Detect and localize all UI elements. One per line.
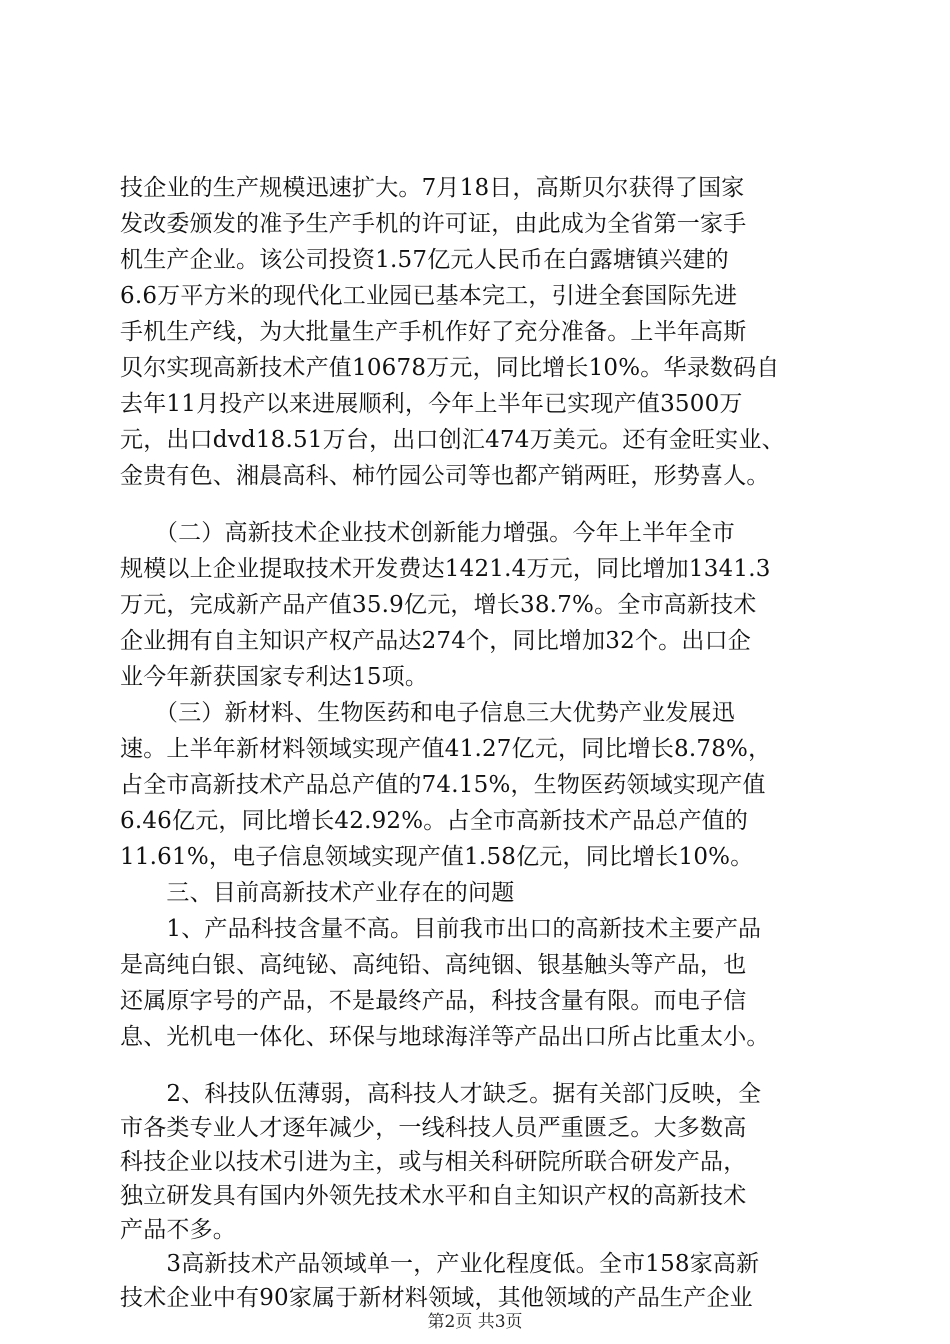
- text-line: 2、科技队伍薄弱，高科技人才缺乏。据有关部门反映，全: [120, 1081, 762, 1107]
- text-line: 市各类专业人才逐年减少，一线科技人员严重匮乏。大多数高: [120, 1115, 747, 1141]
- text-line: 手机生产线，为大批量生产手机作好了充分准备。上半年高斯: [120, 319, 747, 345]
- text-line: 元，出口dvd18.51万台，出口创汇474万美元。还有金旺实业、: [120, 427, 785, 453]
- text-line: 去年11月投产以来进展顺利，今年上半年已实现产值3500万: [120, 391, 743, 417]
- text-line: 还属原字号的产品，不是最终产品，科技含量有限。而电子信: [120, 988, 747, 1014]
- text-line: 科技企业以技术引进为主，或与相关科研院所联合研发产品，: [120, 1149, 747, 1175]
- text-line: 6.6万平方米的现代化工业园已基本完工，引进全套国际先进: [120, 283, 738, 309]
- text-line: 是高纯白银、高纯铋、高纯铅、高纯铟、银基触头等产品，也: [120, 952, 747, 978]
- text-line: （三）新材料、生物医药和电子信息三大优势产业发展迅: [120, 700, 735, 726]
- text-line: 金贵有色、湘晨高科、柿竹园公司等也都产销两旺，形势喜人。: [120, 463, 770, 489]
- text-line: 发改委颁发的准予生产手机的许可证，由此成为全省第一家手: [120, 211, 747, 237]
- text-line: 产品不多。: [120, 1217, 236, 1243]
- text-line: （二）高新技术企业技术创新能力增强。今年上半年全市: [120, 520, 735, 546]
- text-line: 独立研发具有国内外领先技术水平和自主知识产权的高新技术: [120, 1183, 747, 1209]
- text-line: 技企业的生产规模迅速扩大。7月18日，高斯贝尔获得了国家: [120, 175, 745, 201]
- text-line: 1、产品科技含量不高。目前我市出口的高新技术主要产品: [120, 916, 762, 942]
- text-line: 规模以上企业提取技术开发费达1421.4万元，同比增加1341.3: [120, 556, 771, 582]
- text-line: 万元，完成新产品产值35.9亿元，增长38.7%。全市高新技术: [120, 592, 757, 618]
- section-heading: 三、目前高新技术产业存在的问题: [120, 880, 515, 906]
- text-line: 息、光机电一体化、环保与地球海洋等产品出口所占比重太小。: [120, 1024, 770, 1050]
- text-line: 6.46亿元，同比增长42.92%。占全市高新技术产品总产值的: [120, 808, 749, 834]
- text-line: 3高新技术产品领域单一，产业化程度低。全市158家高新: [120, 1251, 760, 1277]
- text-line: 业今年新获国家专利达15项。: [120, 664, 429, 690]
- text-line: 占全市高新技术产品总产值的74.15%，生物医药领域实现产值: [120, 772, 766, 798]
- text-line: 机生产企业。该公司投资1.57亿元人民币在白露塘镇兴建的: [120, 247, 729, 273]
- page-footer: 第2页 共3页: [427, 1312, 523, 1332]
- text-line: 速。上半年新材料领域实现产值41.27亿元，同比增长8.78%，: [120, 736, 772, 762]
- text-line: 11.61%，电子信息领域实现产值1.58亿元，同比增长10%。: [120, 844, 754, 870]
- text-line: 贝尔实现高新技术产值10678万元，同比增长10%。华录数码自: [120, 355, 780, 381]
- text-line: 企业拥有自主知识产权产品达274个，同比增加32个。出口企: [120, 628, 751, 654]
- text-line: 技术企业中有90家属于新材料领域，其他领域的产品生产企业: [120, 1285, 753, 1311]
